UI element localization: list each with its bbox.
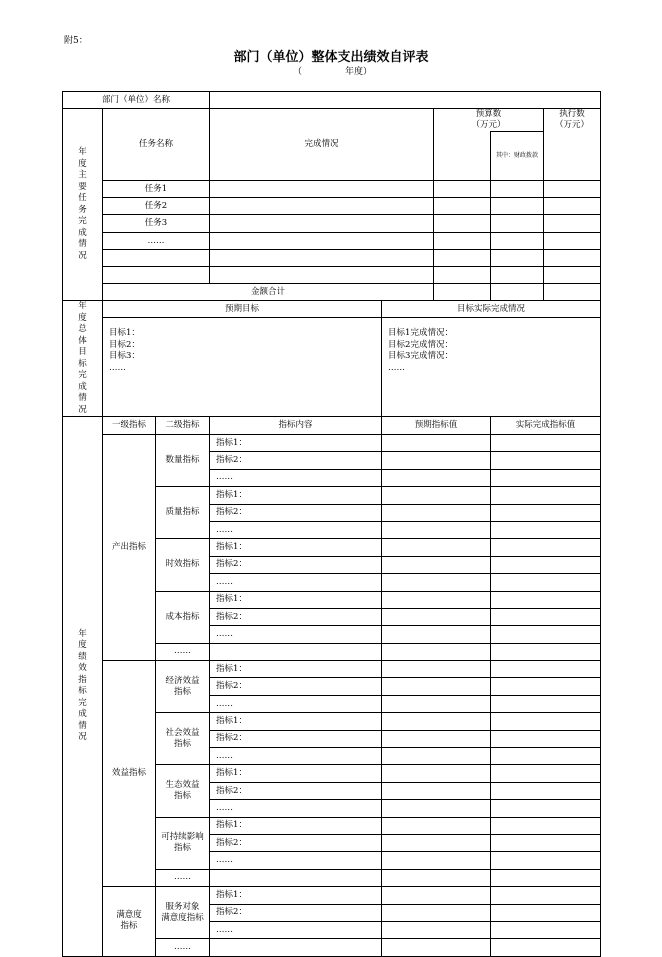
indicator-item-label: 指标1： [210,591,382,608]
section-label-char: 完 [78,216,87,226]
evaluation-table [62,91,601,957]
expected-value-cell[interactable] [382,834,491,851]
actual-value-cell[interactable] [491,921,601,938]
section-label-char: 要 [78,181,87,192]
expected-value-cell[interactable] [382,574,491,591]
expected-value-cell[interactable] [382,748,491,765]
amount-cell[interactable] [491,267,544,284]
section-label-char: 年 [78,628,87,639]
budget-fiscal-header: 其中：财政拨款 [491,132,544,181]
page-title: 部门（单位）整体支出绩效自评表 [233,50,429,65]
expected-value-cell[interactable] [382,817,491,834]
actual-value-cell[interactable] [491,834,601,851]
actual-value-cell[interactable] [491,574,601,591]
section-label-char: 效 [78,663,87,674]
expected-value-cell[interactable] [382,730,491,747]
col-exec-label: 执行数 [559,109,585,119]
actual-value-cell[interactable] [491,748,601,765]
content-blank[interactable] [210,643,382,660]
expected-value-cell[interactable] [382,504,491,521]
task-name: …… [103,233,210,250]
section-label-char: 标 [78,686,87,697]
task-name [103,250,210,267]
task-completion-cell[interactable] [210,233,434,250]
expected-value-cell[interactable] [382,713,491,730]
section-label-char: 成 [78,709,87,720]
section-label-char: 任 [78,193,87,203]
indicator-item-label: 指标2： [210,904,382,921]
section-label-char: 度 [78,312,87,323]
indicator-item-label: 指标1： [210,661,382,678]
indicator-item-label: …… [210,469,382,486]
task-name: 任务3 [103,215,210,233]
indicator-item-label: 指标2： [210,678,382,695]
expected-value-cell[interactable] [382,852,491,869]
amount-cell[interactable] [434,267,491,284]
indicator-header-row [63,417,601,435]
actual-value-cell[interactable] [491,887,601,904]
actual-value-cell[interactable] [491,608,601,625]
goals-section-label [63,301,103,417]
actual-value-cell[interactable] [491,591,601,608]
indicator-item-label: …… [210,695,382,712]
level2-indicator: 成本指标 [156,591,210,643]
dept-row [63,92,601,109]
col-budget-label: 预算数 [475,109,502,119]
task-completion-cell[interactable] [210,198,434,215]
expected-value-cell[interactable] [382,487,491,504]
actual-value-cell[interactable] [491,869,601,886]
annex-label: 附5： [64,36,88,46]
col-exec-unit: （万元） [555,120,590,130]
section-label-char: 完 [78,370,87,380]
task-name: 任务1 [103,181,210,198]
indicator-item-label: …… [210,852,382,869]
indicator-item-label: …… [210,521,382,538]
actual-value-cell[interactable] [491,435,601,452]
section-label-char: 总 [78,324,87,334]
indicator-item-label: 指标2： [210,452,382,469]
total-row [63,284,601,301]
section-label-char: 绩 [78,651,87,662]
task-completion-cell[interactable] [210,250,434,267]
budget-blank [434,132,491,181]
expected-goal-line: …… [109,362,126,373]
level2-ellipsis: …… [156,939,210,956]
actual-value-cell[interactable] [491,469,601,486]
task-row [63,233,601,250]
task-header-row [63,109,601,132]
dept-name-field[interactable] [210,92,601,109]
indicator-item-label: 指标2： [210,504,382,521]
task-completion-cell[interactable] [210,181,434,198]
section-label-char: 况 [78,404,87,415]
amount-cell[interactable] [544,181,601,198]
indicator-item-label: 指标1： [210,435,382,452]
section-label-char: 主 [78,170,87,180]
amount-cell[interactable] [491,250,544,267]
section-label-char: 况 [78,250,87,261]
actual-value-cell[interactable] [491,852,601,869]
section-label-char: 成 [78,227,87,238]
section-label-char: 情 [78,393,87,403]
expected-value-cell[interactable] [382,591,491,608]
section-label-char: 情 [78,239,87,249]
actual-value-cell[interactable] [491,539,601,556]
actual-goal-line: 目标1完成情况： [388,328,453,339]
year-label: 年度） [345,67,373,77]
section-label-char: 况 [78,732,87,743]
col-budget [434,109,544,132]
actual-value-cell[interactable] [491,521,601,538]
section-label-char: 年 [78,301,87,311]
expected-goal-line: 目标1： [109,328,140,339]
col-content: 指标内容 [210,417,382,435]
actual-value-cell[interactable] [491,904,601,921]
actual-value-cell[interactable] [491,487,601,504]
task-name [103,267,210,284]
amount-cell[interactable] [544,198,601,215]
expected-value-cell[interactable] [382,800,491,817]
indicator-item-label: 指标2： [210,556,382,573]
task-name: 任务2 [103,198,210,215]
level2-indicator: 经济效益 指标 [156,661,210,713]
expected-value-cell[interactable] [382,608,491,625]
actual-value-cell[interactable] [491,678,601,695]
actual-value-cell[interactable] [491,626,601,643]
section-label-char: 标 [78,358,87,369]
col-level2: 二级指标 [156,417,210,435]
goals-body-row [63,318,601,417]
section-label-char: 成 [78,381,87,392]
expected-value-cell[interactable] [382,695,491,712]
level1-indicator: 效益指标 [103,661,156,887]
actual-value-cell[interactable] [491,730,601,747]
task-completion-cell[interactable] [210,267,434,284]
task-row [63,198,601,215]
indicator-item-label: 指标2： [210,782,382,799]
section-label-char: 度 [78,158,87,169]
goals-header-row [63,301,601,318]
amount-cell[interactable] [544,233,601,250]
expected-value-cell[interactable] [382,643,491,660]
indicator-item-label: …… [210,748,382,765]
total-amount-cell[interactable] [491,284,544,301]
actual-value-cell[interactable] [491,939,601,956]
expected-value-cell[interactable] [382,939,491,956]
actual-value-cell[interactable] [491,800,601,817]
expected-value-cell[interactable] [382,678,491,695]
indicator-item-label: 指标2： [210,608,382,625]
indicator-item-label: 指标1： [210,713,382,730]
actual-value-cell[interactable] [491,556,601,573]
total-amount-cell[interactable] [544,284,601,301]
task-row [63,215,601,233]
col-completion: 完成情况 [210,109,434,181]
section-label-char: 务 [78,204,87,215]
indicator-item-label: 指标1： [210,765,382,782]
expected-value-cell[interactable] [382,661,491,678]
level2-indicator: 时效指标 [156,539,210,591]
amount-cell[interactable] [491,181,544,198]
expected-goals-cell[interactable] [103,318,382,417]
expected-goal-line: 目标2： [109,339,140,350]
section-label-char: 指 [78,674,87,685]
actual-goal-line: 目标3完成情况： [388,351,453,362]
amount-cell[interactable] [491,233,544,250]
actual-value-cell[interactable] [491,661,601,678]
expected-value-cell[interactable] [382,921,491,938]
actual-goals-cell[interactable] [382,318,601,417]
section-label-char: 体 [78,335,87,346]
total-amount-cell[interactable] [434,284,491,301]
section-label-char: 度 [78,640,87,651]
task-row [63,250,601,267]
indicator-row [63,435,601,452]
level2-indicator: 可持续影响 指标 [156,817,210,869]
amount-cell[interactable] [434,250,491,267]
exec-blank [544,132,601,181]
level2-indicator: 质量指标 [156,487,210,539]
col-actual-value: 实际完成指标值 [491,417,601,435]
indicator-item-label: 指标1： [210,887,382,904]
indicator-item-label: …… [210,800,382,817]
indicator-row [63,661,601,678]
amount-cell[interactable] [544,215,601,233]
actual-value-cell[interactable] [491,817,601,834]
dept-label: 部门（单位）名称 [63,92,210,109]
actual-value-cell[interactable] [491,452,601,469]
amount-cell[interactable] [491,215,544,233]
actual-goal-line: 目标2完成情况： [388,339,453,350]
level2-ellipsis: …… [156,869,210,886]
year-open-paren: （ [293,67,303,77]
indicator-item-label: …… [210,574,382,591]
section-label-char: 完 [78,697,87,708]
expected-value-cell[interactable] [382,556,491,573]
expected-value-cell[interactable] [382,435,491,452]
content-blank[interactable] [210,869,382,886]
level2-indicator: 社会效益 指标 [156,713,210,765]
amount-cell[interactable] [491,198,544,215]
indicator-item-label: …… [210,626,382,643]
indicators-section-label [63,417,103,957]
level2-ellipsis: …… [156,643,210,660]
actual-goal-line: …… [388,362,406,373]
task-row [63,181,601,198]
actual-value-cell[interactable] [491,643,601,660]
level1-indicator: 产出指标 [103,435,156,661]
content-blank[interactable] [210,939,382,956]
amount-cell[interactable] [434,181,491,198]
expected-value-cell[interactable] [382,521,491,538]
level1-indicator: 满意度 指标 [103,887,156,957]
task-row [63,267,601,284]
level2-indicator: 数量指标 [156,435,210,487]
indicator-row [63,887,601,904]
amount-cell[interactable] [434,233,491,250]
expected-value-cell[interactable] [382,765,491,782]
amount-cell[interactable] [434,198,491,215]
amount-cell[interactable] [544,250,601,267]
amount-cell[interactable] [544,267,601,284]
col-expected-goal: 预期目标 [103,301,382,318]
expected-goal-line: 目标3： [109,351,140,362]
expected-value-cell[interactable] [382,452,491,469]
indicator-item-label: 指标1： [210,539,382,556]
col-exec [544,109,601,132]
indicator-item-label: 指标1： [210,487,382,504]
col-actual-goal: 目标实际完成情况 [382,301,601,318]
expected-value-cell[interactable] [382,782,491,799]
actual-value-cell[interactable] [491,782,601,799]
indicator-item-label: 指标2： [210,730,382,747]
section-label-char: 情 [78,720,87,731]
expected-value-cell[interactable] [382,539,491,556]
col-level1: 一级指标 [103,417,156,435]
task-completion-cell[interactable] [210,215,434,233]
level2-indicator: 生态效益 指标 [156,765,210,817]
actual-value-cell[interactable] [491,765,601,782]
indicator-item-label: 指标2： [210,834,382,851]
indicator-item-label: 指标1： [210,817,382,834]
col-expected-value: 预期指标值 [382,417,491,435]
tasks-section-label [63,109,103,301]
actual-value-cell[interactable] [491,504,601,521]
expected-value-cell[interactable] [382,869,491,886]
section-label-char: 目 [78,347,87,357]
actual-value-cell[interactable] [491,713,601,730]
col-budget-unit: （万元） [471,120,506,130]
section-label-char: 年 [78,147,87,157]
level2-indicator: 服务对象 满意度指标 [156,887,210,939]
actual-value-cell[interactable] [491,695,601,712]
indicator-item-label: …… [210,921,382,938]
expected-value-cell[interactable] [382,904,491,921]
amount-cell[interactable] [434,215,491,233]
col-task-name: 任务名称 [103,109,210,181]
total-label: 金额合计 [103,284,434,301]
expected-value-cell[interactable] [382,469,491,486]
expected-value-cell[interactable] [382,887,491,904]
expected-value-cell[interactable] [382,626,491,643]
